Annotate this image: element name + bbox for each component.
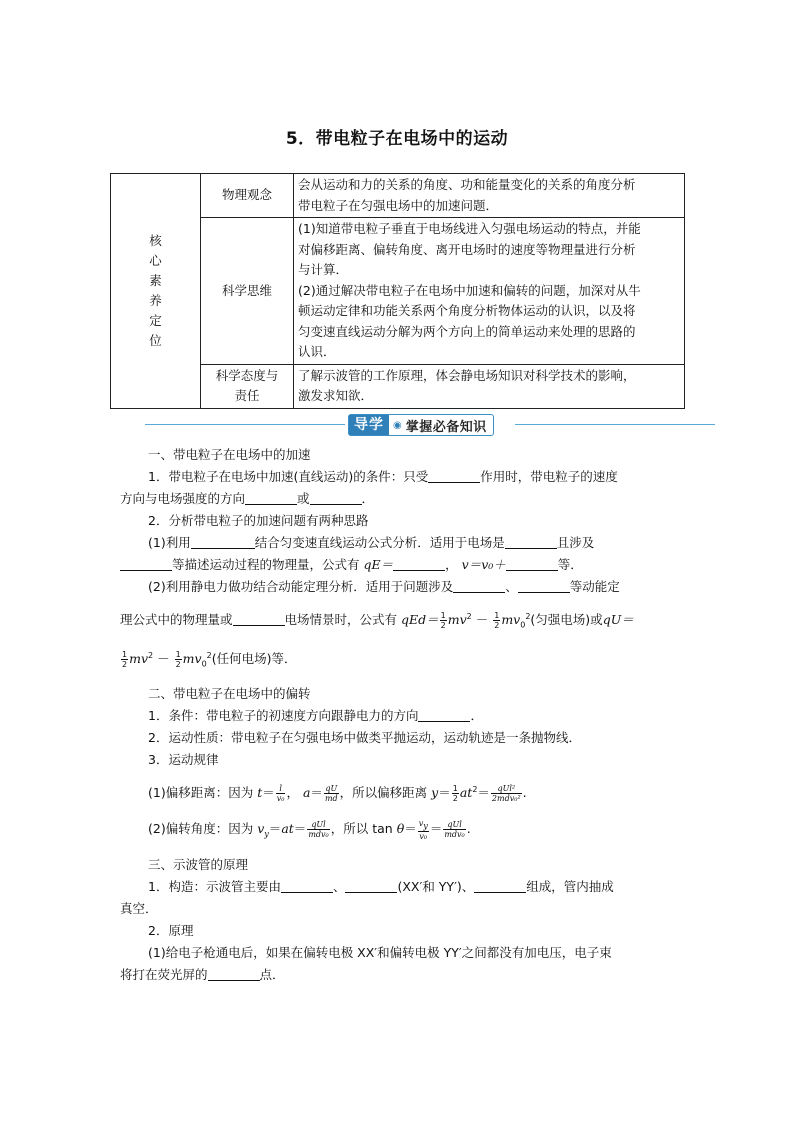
answer-blank[interactable] xyxy=(120,556,172,571)
answer-blank[interactable] xyxy=(393,556,445,571)
desc-scientific-thinking: (1)知道带电粒子垂直于电场线进入匀强电场运动的特点，并能 对偏移距离、偏转角度、离开电场时的速度等物理量进行分析 与计算． (2)通过解决带电粒子在电场中加速和偏转的问题，加深对从牛 顿运动定律和功能关系两个角度分析物体运动的认识，以及将 匀变速直线运动分解为两个方向上的简单运动来处理的思路的 认识． xyxy=(294,218,685,365)
banner-subtitle: 掌握必备知识 xyxy=(405,419,487,435)
answer-blank[interactable] xyxy=(345,878,397,893)
paragraph: $\frac{1}{2}$ $mv^2$ － $\frac{1}{2}$ $mv_0^2$(任何电场)等． xyxy=(122,649,297,669)
banner-line-left xyxy=(145,424,345,425)
content-body xyxy=(120,444,680,986)
answer-blank[interactable] xyxy=(474,878,526,893)
paragraph: 将打在荧光屏的 点． xyxy=(120,966,285,982)
paragraph: (2)偏转角度：因为 $v_y=at=$ $\frac{\text{qUl}}{\text{mdv₀}}$ ，所以 tan θ＝ $\frac{v_y}{\text{v₀}}$ ＝ $\frac{\text{qUl}}{\text{mdv₀}}$ . xyxy=(148,819,471,841)
core-literacy-label: 核 心 素 养 定 位 xyxy=(111,174,201,409)
paragraph: (1)偏移距离：因为 t＝ $\frac{l}{\text{v₀}}$ ， a＝ $\frac{qU}{md}$ ，所以偏移距离 y＝ $\frac{1}{2}$ $at^2=$ $\frac{\text{qUl²}}{\text{2mdv₀²}}$ . xyxy=(148,784,527,804)
answer-blank[interactable] xyxy=(208,966,260,981)
paragraph: 1．带电粒子在电场中加速(直线运动)的条件：只受 作用时，带电粒子的速度 xyxy=(148,469,618,484)
answer-blank[interactable] xyxy=(233,611,285,626)
section-heading-1: 一、带电粒子在电场中的加速 xyxy=(148,447,311,462)
desc-physics-concept: 会从运动和力的关系的角度、功和能量变化的关系的角度分析 带电粒子在匀强电场中的加速问题． xyxy=(294,174,685,218)
paragraph: 真空． xyxy=(120,900,158,916)
section-heading-3: 三、示波管的原理 xyxy=(148,856,249,872)
bullet-icon: ◉ xyxy=(393,419,402,431)
paragraph: 方向与电场强度的方向 或 ． xyxy=(120,491,375,506)
paragraph: 等描述运动过程的物理量，公式有 qE＝ ， v＝v₀＋ 等． xyxy=(120,554,680,576)
core-literacy-table xyxy=(110,173,685,409)
answer-blank[interactable] xyxy=(518,578,570,593)
paragraph: 理公式中的物理量或 电场情景时，公式有 qEd＝ $\frac{1}{2}$ $mv^2$ － $\frac{1}{2}$ $mv_0^2$(匀强电场)或qU＝ xyxy=(120,611,634,631)
paragraph: (1)给电子枪通电后，如果在偏转电极 XX′和偏转电极 YY′之间都没有加电压，电子束 xyxy=(148,944,612,960)
paragraph: (1)利用 结合匀变速直线运动公式分析．适用于电场是 且涉及 xyxy=(148,535,595,550)
desc-attitude-responsibility: 了解示波管的工作原理，体会静电场知识对科学技术的影响， 激发求知欲． xyxy=(294,364,685,408)
guide-badge: 导学 xyxy=(349,415,389,435)
category-attitude-responsibility: 科学态度与 责任 xyxy=(201,364,294,408)
paragraph: 1．构造：示波管主要由 、 (XX′和 YY′)、 组成，管内抽成 xyxy=(148,878,614,894)
section-banner xyxy=(145,414,715,436)
answer-blank[interactable] xyxy=(428,468,480,483)
answer-blank[interactable] xyxy=(281,878,333,893)
paragraph: 2．原理 xyxy=(148,922,194,938)
banner-badge xyxy=(348,414,494,436)
paragraph: 1．条件：带电粒子的初速度方向跟静电力的方向 ． xyxy=(148,708,483,724)
answer-blank[interactable] xyxy=(191,534,255,549)
answer-blank[interactable] xyxy=(505,534,557,549)
answer-blank[interactable] xyxy=(418,707,470,722)
section-heading-2: 二、带电粒子在电场中的偏转 xyxy=(148,686,311,702)
banner-line-right xyxy=(515,424,715,425)
page-title: 5．带电粒子在电场中的运动 xyxy=(285,129,509,149)
paragraph: 2．运动性质：带电粒子在匀强电场中做类平抛运动，运动轨迹是一条抛物线． xyxy=(148,730,581,746)
category-physics-concept: 物理观念 xyxy=(201,174,294,218)
paragraph: 3．运动规律 xyxy=(148,752,219,768)
answer-blank[interactable] xyxy=(506,556,558,571)
answer-blank[interactable] xyxy=(245,490,297,505)
answer-blank[interactable] xyxy=(453,578,505,593)
paragraph: 2．分析带电粒子的加速问题有两种思路 xyxy=(148,513,369,528)
paragraph: (2)利用静电力做功结合动能定理分析．适用于问题涉及 、 等动能定 xyxy=(148,579,620,594)
category-scientific-thinking: 科学思维 xyxy=(201,218,294,365)
answer-blank[interactable] xyxy=(310,490,362,505)
